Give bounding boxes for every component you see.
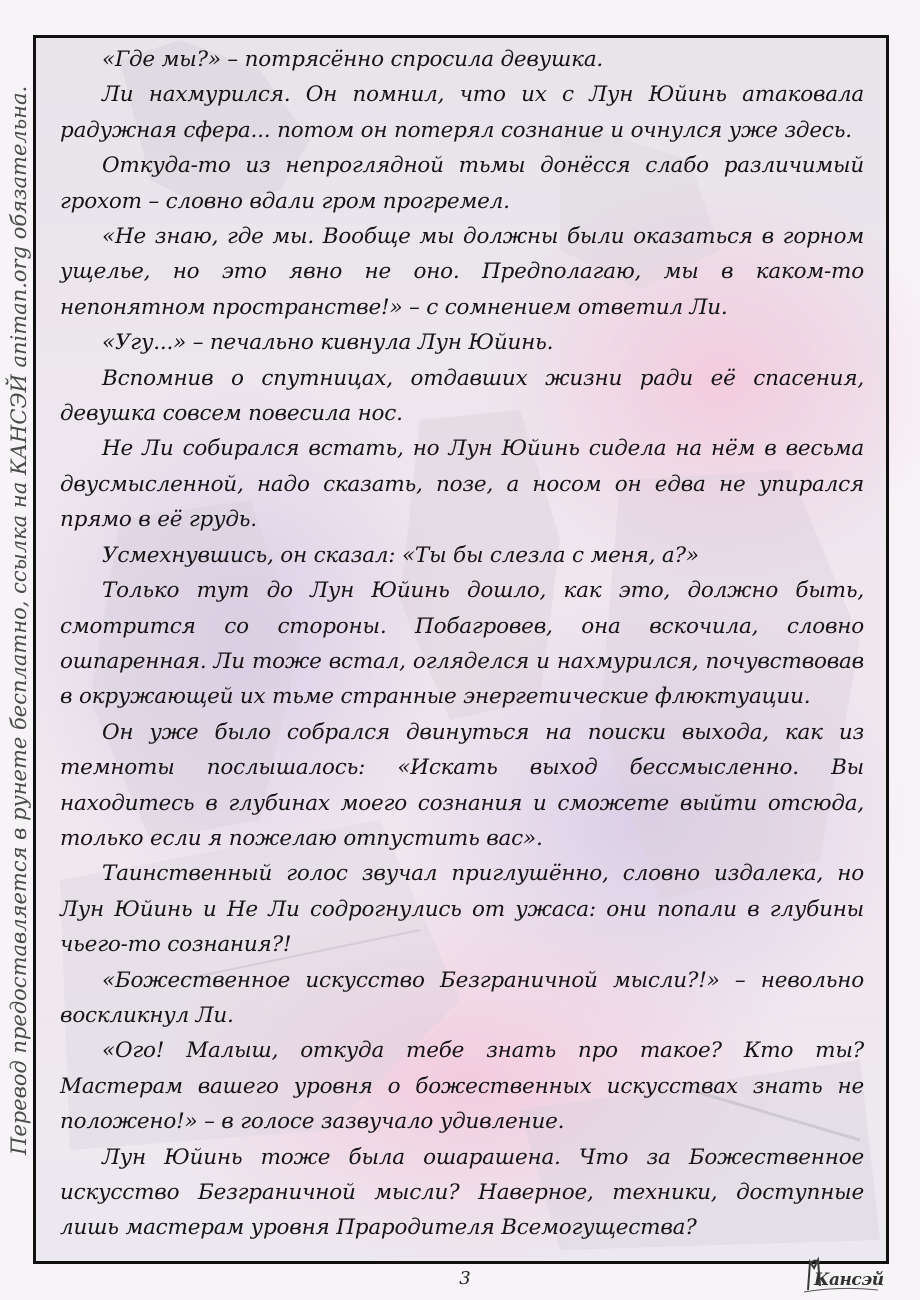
paragraph-11: Таинственный голос звучал приглушённо, словно издалека, но Лун Юйинь и Не Ли содрогнулись от ужаса: они попали в глубины чьего-то сознания?! — [60, 861, 864, 958]
translation-credit-note: Перевод предоставляется в рунете бесплатно, ссылка на КАНСЭЙ animan.org обязательна. — [7, 85, 31, 1155]
paragraph-5: «Угу...» – печально кивнула Лун Юйинь. — [102, 330, 554, 356]
paragraph-14: Лун Юйинь тоже была ошарашена. Что за Божественное искусство Безграничной мысли? Наверное, техники, доступные лишь мастерам уровня Прародителя Всемогущества? — [60, 1144, 864, 1241]
paragraph-7: Не Ли собирался встать, но Лун Юйинь сидела на нём в весьма двусмысленной, надо сказать, позе, а носом он едва не упирался прямо в её грудь. — [60, 436, 864, 533]
paragraph-9: Только тут до Лун Юйинь дошло, как это, должно быть, смотрится со стороны. Побагровев, она вскочила, словно ошпаренная. Ли тоже встал, огляделся и нахмурился, почувствовав в окружающей их тьме странные энергетические флюктуации. — [60, 578, 864, 710]
logo-text: Кансэй — [814, 1270, 884, 1290]
kansei-logo — [800, 1256, 884, 1296]
paragraph-6: Вспомнив о спутницах, отдавших жизни ради её спасения, девушка совсем повесила нос. — [60, 365, 864, 427]
paragraph-2: Ли нахмурился. Он помнил, что их с Лун Юйинь атаковала радужная сфера... потом он потерял сознание и очнулся уже здесь. — [60, 82, 864, 143]
paragraph-13: «Ого! Малыш, откуда тебе знать про такое? Кто ты? Мастерам вашего уровня о божественных искусствах знать не положено!» – в голосе зазвучало удивление. — [60, 1038, 864, 1135]
text-frame — [33, 35, 889, 1264]
paragraph-1: «Где мы?» – потрясённо спросила девушка. — [102, 47, 604, 72]
paragraph-4: «Не знаю, где мы. Вообще мы должны были оказаться в горном ущелье, но это явно не оно. Предполагаю, мы в каком-то непонятном пространстве!» – с сомнением ответил Ли. — [60, 224, 864, 320]
paragraph-8: Усмехнувшись, он сказал: «Ты бы слезла с меня, а?» — [102, 542, 699, 568]
paragraph-12: «Божественное искусство Безграничной мысли?!» – невольно воскликнул Ли. — [60, 967, 864, 1028]
paragraph-10: Он уже было собрался двинуться на поиски выхода, как из темноты послышалось: «Искать выход бессмысленно. Вы находитесь в глубинах моего сознания и сможете выйти отсюда, только если я пожелаю отпустить вас». — [60, 719, 864, 851]
page-number: 3 — [459, 1268, 471, 1289]
paragraph-3: Откуда-то из непроглядной тьмы донёсся слабо различимый грохот – словно вдали гром прогремел. — [60, 153, 864, 214]
story-text — [60, 42, 864, 1246]
